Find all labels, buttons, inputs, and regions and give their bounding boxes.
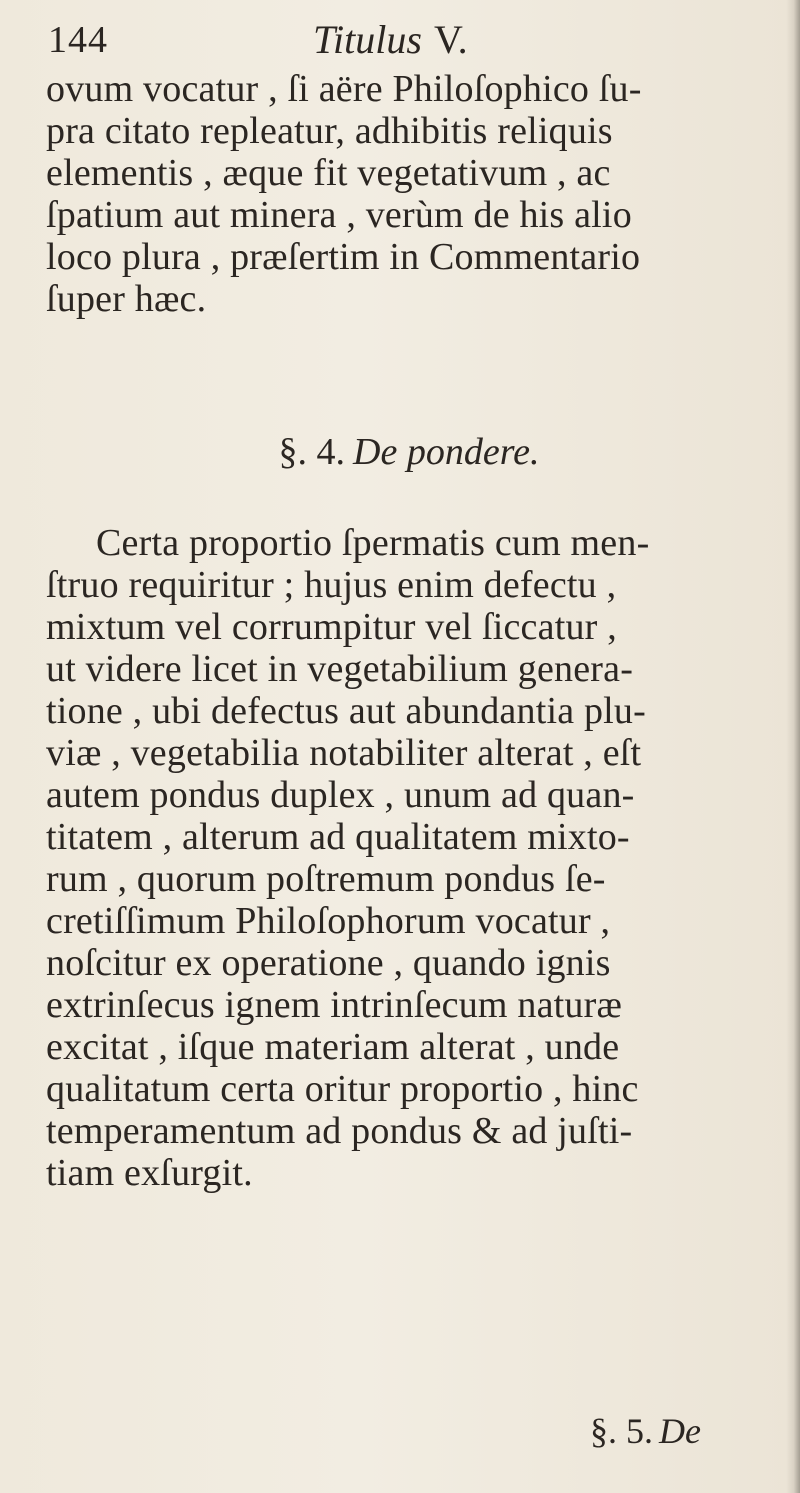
text-line: viæ , vegetabilia notabiliter alterat , eſt [46, 732, 642, 774]
page-edge-shadow [786, 0, 800, 1493]
text-line: temperamentum ad pondus & ad juſti- [46, 1110, 633, 1152]
text-line: ſtruo requiritur ; hujus enim defectu , [46, 564, 617, 606]
text-line: pra citato repleatur, adhibitis reliquis [46, 110, 613, 152]
text-line: Certa proportio ſpermatis cum men- [96, 522, 650, 564]
text-line: elementis , æque fit vegetativum , ac [46, 152, 611, 194]
page-header [48, 8, 768, 68]
text-line: qualitatum certa oritur proportio , hinc [46, 1068, 639, 1110]
text-line: ſuper hæc. [46, 278, 207, 320]
text-line: ut videre licet in vegetabilium genera- [46, 648, 634, 690]
catchword [590, 1410, 701, 1452]
page-number: 144 [48, 19, 108, 61]
text-line: titatem , alterum ad qualitatem mixto- [46, 816, 630, 858]
text-line: extrinſecus ignem intrinſecum naturæ [46, 984, 622, 1026]
text-line: loco plura , præſertim in Commentario [46, 236, 641, 278]
text-line: tiam exſurgit. [46, 1152, 253, 1194]
running-title [313, 16, 468, 63]
catchword-number: §. 5. [590, 1411, 653, 1451]
section-title: De pondere. [353, 431, 540, 473]
text-line: rum , quorum poſtremum pondus ſe- [46, 858, 606, 900]
section-number: §. 4. [278, 431, 346, 473]
running-title-text: Titulus [313, 17, 422, 62]
text-line: cretiſſimum Philoſophorum vocatur , [46, 900, 611, 942]
paragraph-1 [46, 68, 772, 320]
text-line: tione , ubi defectus aut abundantia plu- [46, 690, 646, 732]
text-line: ſpatium aut minera , verùm de his alio [46, 194, 632, 236]
text-block [46, 68, 772, 1194]
text-line: autem pondus duplex , unum ad quan- [46, 774, 635, 816]
text-line: excitat , iſque materiam alterat , unde [46, 1026, 620, 1068]
text-line: ovum vocatur , ſi aëre Philoſophico ſu- [46, 68, 642, 110]
catchword-word: De [659, 1411, 701, 1451]
text-line: mixtum vel corrumpitur vel ſiccatur , [46, 606, 617, 648]
running-title-numeral: V. [433, 17, 468, 62]
section-heading [46, 430, 772, 474]
paragraph-2 [46, 522, 772, 1194]
text-line: noſcitur ex operatione , quando ignis [46, 942, 611, 984]
